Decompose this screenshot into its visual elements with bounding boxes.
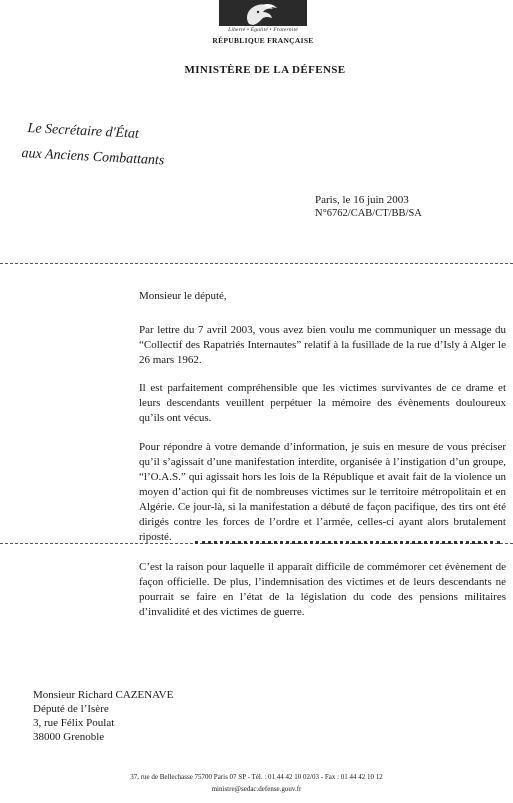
footer-address: 37, rue de Bellechasse 75700 Paris 07 SP - Tél. : 01 44 42 10 02/03 - Fax : 01 44 42 10 12 (130, 773, 383, 781)
marianne-logo (219, 0, 307, 26)
paragraph: Pour répondre à votre demande d’information, je suis en mesure de vous préciser qu’il s’agissait d’une manifestation interdite, organisée à l’instigation d’un groupe, “l’O.A.S.” qui agissait hors les lois de la République et avait fait de la violence un moyen d’action qui fit de nombreuses victimes sur le territoire métropolitain et en Algérie. Ce jour-là, si la manifestation a débuté de façon pacifique, des tirs ont été dirigés contre les forces de l’ordre et l’armée, celles-ci ayant alors brutalement riposté. (139, 441, 506, 543)
ministry-heading: MINISTÈRE DE LA DÉFENSE (184, 64, 346, 76)
secretary-title-line1: Le Secrétaire d'État (27, 121, 140, 142)
reference-number: N°6762/CAB/CT/BB/SA (315, 208, 422, 219)
republic-name: RÉPUBLIQUE FRANÇAISE (212, 36, 314, 45)
paragraph: Il est parfaitement compréhensible que les victimes survivantes de ce drame et leurs descendants veuillent perpétuer la mémoire des évènements douloureux qu’ils ont vécus. (139, 382, 506, 424)
republic-motto: Liberté • Égalité • Fraternité (228, 27, 298, 33)
recipient-name: Monsieur Richard CAZENAVE (33, 689, 174, 701)
recipient-title: Député de l’Isère (33, 703, 109, 715)
paragraph: Par lettre du 7 avril 2003, vous avez bien voulu me communiquer un message du “Collectif des Rapatriés Internautes” relatif à la fusillade de la rue d’Isly à Alger le 26 mars 1962. (139, 324, 506, 366)
recipient-street: 3, rue Félix Poulat (33, 717, 115, 729)
secretary-title-line2: aux Anciens Combattants (21, 146, 165, 169)
paragraph: C’est la raison pour laquelle il apparaît difficile de commémorer cet évènement de façon officielle. De plus, l’indemnisation des victimes et de leurs descendants ne pourrait se faire en l’état de la législation du code des pensions militaires d’invalidité et des victimes de guerre. (139, 561, 506, 618)
footer-email: ministre@sedac.defense.gouv.fr (211, 785, 302, 793)
place-date: Paris, le 16 juin 2003 (315, 194, 409, 206)
fold-line (0, 263, 513, 266)
recipient-city: 38000 Grenoble (33, 731, 105, 743)
fold-mark (195, 541, 500, 547)
salutation: Monsieur le député, (139, 290, 227, 302)
